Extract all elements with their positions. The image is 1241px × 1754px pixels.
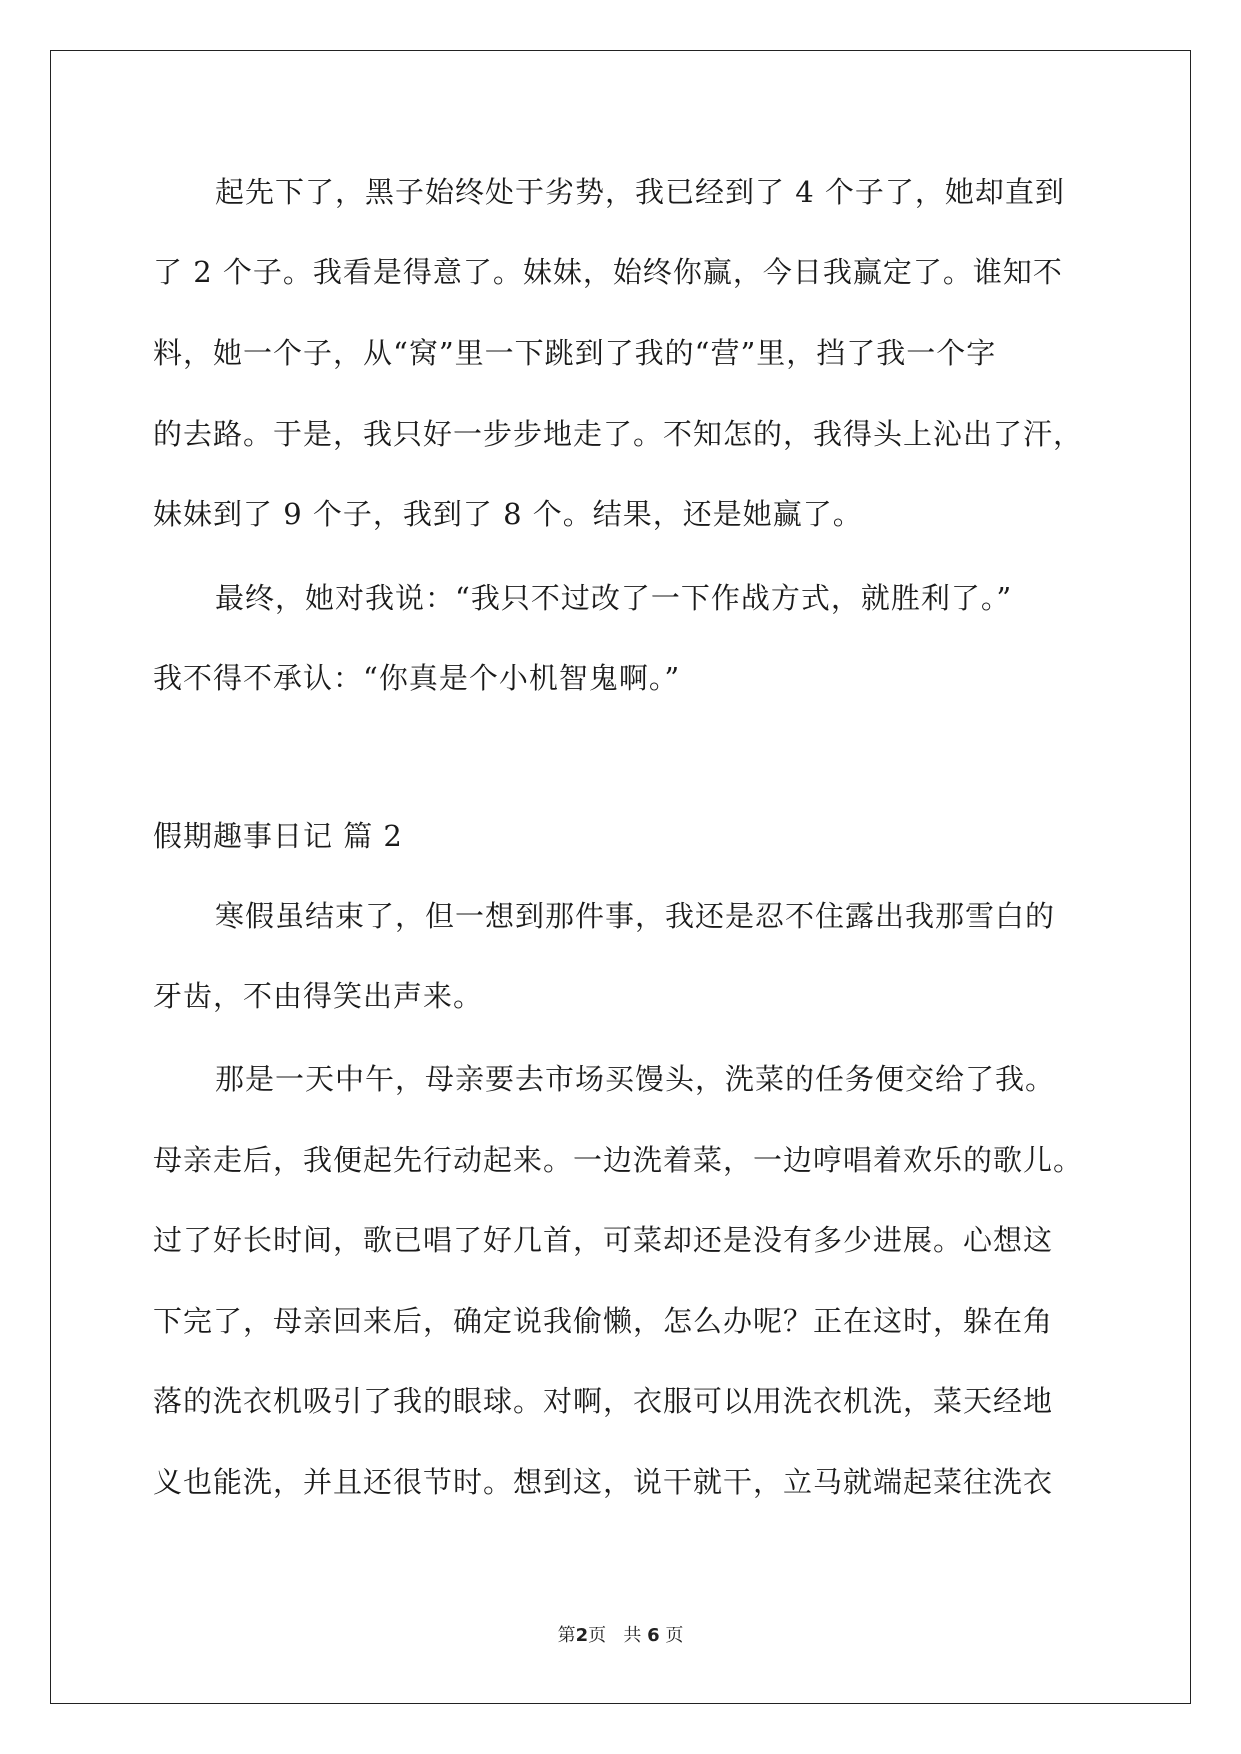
paragraph-2-line-1: 最终，她对我说：“我只不过改了一下作战方式，就胜利了。” (215, 581, 1013, 615)
footer-total-prefix: 共 (623, 1625, 642, 1646)
paragraph-4-line-6: 义也能洗，并且还很节时。想到这，说干就干，立马就端起菜往洗衣 (153, 1465, 1054, 1499)
page-border (50, 50, 1191, 1704)
paragraph-4-line-5: 落的洗衣机吸引了我的眼球。对啊，衣服可以用洗衣机洗，菜天经地 (153, 1384, 1054, 1418)
paragraph-1-line-2: 了 2 个子。我看是得意了。妹妹，始终你赢，今日我赢定了。谁知不 (153, 255, 1063, 289)
paragraph-1-line-4: 的去路。于是，我只好一步步地走了。不知怎的，我得头上沁出了汗， (153, 417, 1084, 451)
footer-total-suffix: 页 (665, 1625, 684, 1646)
section-heading: 假期趣事日记 篇 2 (153, 819, 403, 853)
paragraph-4-line-4: 下完了，母亲回来后，确定说我偷懒，怎么办呢？正在这时，躲在角 (153, 1304, 1054, 1338)
paragraph-4-line-2: 母亲走后，我便起先行动起来。一边洗着菜，一边哼唱着欢乐的歌儿。 (153, 1143, 1084, 1177)
paragraph-1-line-5: 妹妹到了 9 个子，我到了 8 个。结果，还是她赢了。 (153, 497, 863, 531)
paragraph-1-line-1: 起先下了，黑子始终处于劣势，我已经到了 4 个子了，她却直到 (215, 175, 1065, 209)
footer-current-page: 2 (575, 1625, 589, 1646)
paragraph-3-line-1: 寒假虽结束了，但一想到那件事，我还是忍不住露出我那雪白的 (215, 899, 1056, 933)
paragraph-1-line-3: 料，她一个子，从“窝”里一下跳到了我的“营”里，挡了我一个字 (153, 336, 997, 370)
page-footer (0, 1624, 1241, 1648)
paragraph-2-line-2: 我不得不承认：“你真是个小机智鬼啊。” (153, 661, 681, 695)
footer-page-suffix: 页 (588, 1625, 607, 1646)
footer-total-pages: 6 (647, 1625, 660, 1646)
paragraph-3-line-2: 牙齿，不由得笑出声来。 (153, 979, 484, 1013)
paragraph-4-line-1: 那是一天中午，母亲要去市场买馒头，洗菜的任务便交给了我。 (215, 1062, 1056, 1096)
paragraph-4-line-3: 过了好长时间，歌已唱了好几首，可菜却还是没有多少进展。心想这 (153, 1223, 1054, 1257)
footer-prefix: 第 (557, 1625, 576, 1646)
